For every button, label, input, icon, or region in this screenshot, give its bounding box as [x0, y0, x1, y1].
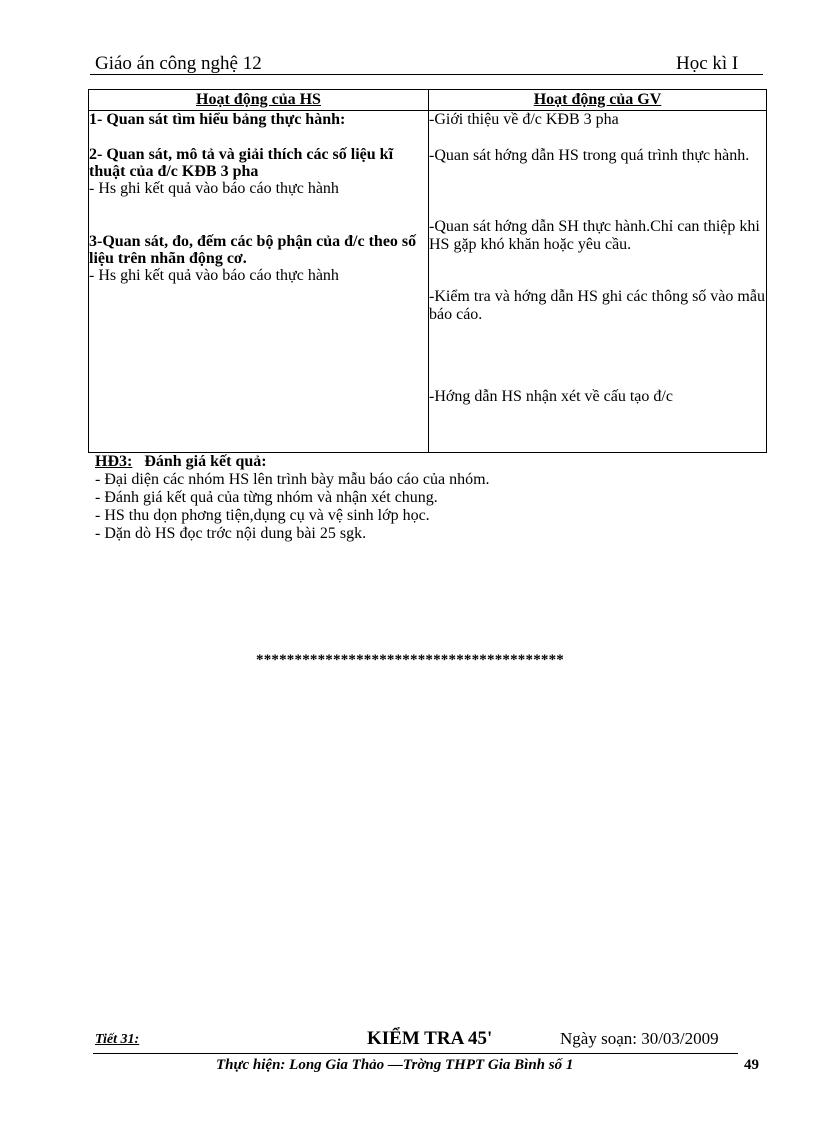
gv-item-4: -Kiểm tra và hớng dẫn HS ghi các thông số vào mẫu báo cáo.	[429, 288, 765, 323]
header-subject: Giáo án công nghệ 12	[95, 53, 262, 74]
hs-activities	[89, 111, 429, 453]
table-header-gv: Hoạt động của GV	[429, 90, 767, 111]
hs-step-2-note: - Hs ghi kết quả vào báo cáo thực hành	[89, 180, 339, 197]
hs-step-3-title: 3-Quan sát, đo, đếm các bộ phận của đ/c theo số liệu trên nhãn động cơ.	[89, 233, 417, 267]
footer-title: KIỂM TRA 45'	[367, 1028, 493, 1049]
footer-lesson: Tiết 31:	[95, 1032, 140, 1047]
footer-rule	[93, 1053, 738, 1054]
hs-step-2-title: 2- Quan sát, mô tả và giải thích các số liệu kĩ thuật của đ/c KĐB 3 pha	[89, 146, 394, 180]
list-item: - HS thu dọn phơng tiện,dụng cụ và vệ sinh lớp học.	[95, 507, 430, 524]
gv-activities	[429, 111, 767, 453]
hd3-section	[95, 453, 490, 543]
list-item: - Đại diện các nhóm HS lên trình bày mẫu báo cáo của nhóm.	[95, 471, 490, 488]
gv-item-3: -Quan sát hớng dẫn SH thực hành.Chỉ can thiệp khi HS gặp khó khăn hoặc yêu cầu.	[429, 218, 760, 253]
header-rule	[90, 74, 763, 75]
table-row	[89, 111, 767, 453]
gv-item-2: -Quan sát hớng dẫn HS trong quá trình thực hành.	[429, 147, 750, 164]
footer-date: Ngày soạn: 30/03/2009	[560, 1029, 719, 1048]
hd3-label: HĐ3:	[95, 453, 133, 470]
table-header-hs: Hoạt động của HS	[89, 90, 429, 111]
gv-item-5: -Hớng dẫn HS nhận xét về cấu tạo đ/c	[429, 388, 673, 405]
gv-item-1: -Giới thiệu về đ/c KĐB 3 pha	[429, 111, 619, 128]
footer-author: Thực hiện: Long Gia Thảo —Trờng THPT Gia Bình số 1	[216, 1057, 574, 1073]
hd3-heading	[95, 453, 490, 471]
page-number: 49	[744, 1057, 759, 1073]
hs-step-1-title: 1- Quan sát tìm hiểu bảng thực hành:	[89, 111, 346, 128]
separator-stars: ****************************************	[256, 652, 564, 668]
hd3-title: Đánh giá kết quả:	[144, 453, 267, 470]
header-semester: Học kì I	[676, 53, 739, 74]
activity-table	[88, 89, 767, 453]
hs-step-3-note: - Hs ghi kết quả vào báo cáo thực hành	[89, 267, 339, 284]
list-item: - Dặn dò HS đọc trớc nội dung bài 25 sgk.	[95, 525, 367, 542]
list-item: - Đánh giá kết quả của từng nhóm và nhận xét chung.	[95, 489, 438, 506]
